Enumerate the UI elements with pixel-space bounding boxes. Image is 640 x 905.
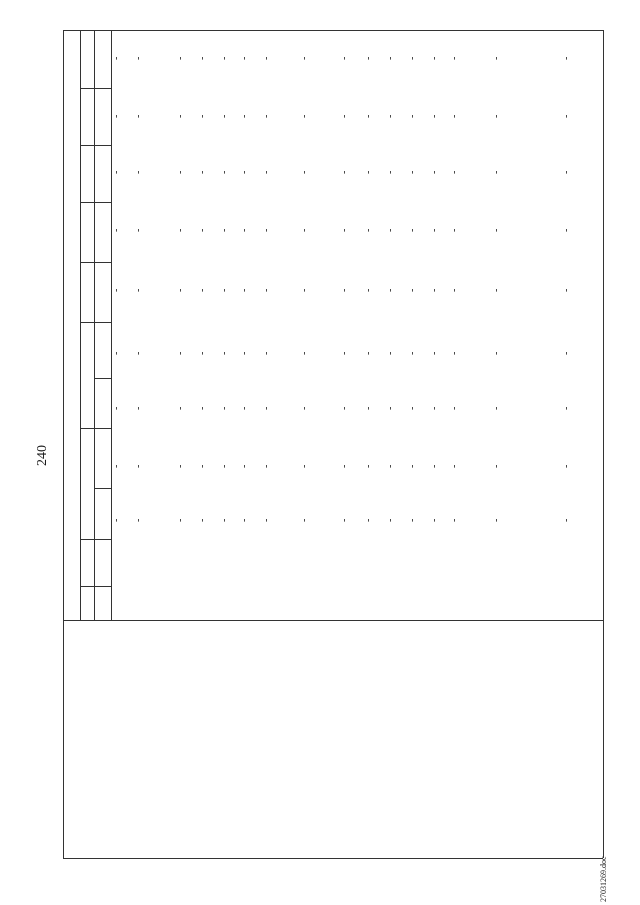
empty-dash: - xyxy=(239,351,250,355)
empty-dash: - xyxy=(261,406,272,410)
empty-dash: - xyxy=(339,170,350,174)
empty-dash: - xyxy=(261,464,272,468)
empty-dash: - xyxy=(449,406,460,410)
empty-dash: - xyxy=(111,170,122,174)
empty-dash: - xyxy=(429,114,440,118)
empty-dash: - xyxy=(239,228,250,232)
empty-dash: - xyxy=(385,288,396,292)
empty-dash: - xyxy=(239,464,250,468)
empty-dash: - xyxy=(299,114,310,118)
empty-dash: - xyxy=(219,351,230,355)
empty-dash: - xyxy=(339,114,350,118)
empty-dash: - xyxy=(133,228,144,232)
empty-dash: - xyxy=(111,464,122,468)
table-rule xyxy=(80,30,81,322)
empty-dash: - xyxy=(299,170,310,174)
empty-dash: - xyxy=(407,288,418,292)
empty-dash: - xyxy=(339,518,350,522)
empty-dash: - xyxy=(197,518,208,522)
empty-dash: - xyxy=(261,228,272,232)
empty-dash: - xyxy=(175,464,186,468)
empty-dash: - xyxy=(491,288,502,292)
empty-dash: - xyxy=(133,288,144,292)
empty-dash: - xyxy=(111,56,122,60)
empty-dash: - xyxy=(133,518,144,522)
empty-dash: - xyxy=(385,170,396,174)
empty-dash: - xyxy=(449,114,460,118)
empty-dash: - xyxy=(111,406,122,410)
empty-dash: - xyxy=(429,288,440,292)
table-rule xyxy=(63,30,64,858)
empty-dash: - xyxy=(491,518,502,522)
empty-dash: - xyxy=(219,406,230,410)
empty-dash: - xyxy=(111,351,122,355)
empty-dash: - xyxy=(561,406,572,410)
empty-dash: - xyxy=(219,464,230,468)
table-rule xyxy=(63,30,603,31)
empty-dash: - xyxy=(449,56,460,60)
empty-dash: - xyxy=(299,288,310,292)
empty-dash: - xyxy=(429,351,440,355)
empty-dash: - xyxy=(197,56,208,60)
empty-dash: - xyxy=(175,288,186,292)
empty-dash: - xyxy=(363,518,374,522)
empty-dash: - xyxy=(299,228,310,232)
empty-dash: - xyxy=(385,518,396,522)
empty-dash: - xyxy=(111,518,122,522)
empty-dash: - xyxy=(261,170,272,174)
empty-dash: - xyxy=(339,288,350,292)
empty-dash: - xyxy=(197,406,208,410)
table-rule xyxy=(80,262,111,263)
empty-dash: - xyxy=(491,464,502,468)
empty-dash: - xyxy=(197,351,208,355)
empty-dash: - xyxy=(491,114,502,118)
empty-dash: - xyxy=(407,518,418,522)
empty-dash: - xyxy=(133,56,144,60)
empty-dash: - xyxy=(299,464,310,468)
empty-dash: - xyxy=(429,518,440,522)
empty-dash: - xyxy=(261,114,272,118)
empty-dash: - xyxy=(299,56,310,60)
empty-dash: - xyxy=(429,228,440,232)
empty-dash: - xyxy=(239,114,250,118)
empty-dash: - xyxy=(133,351,144,355)
empty-dash: - xyxy=(261,56,272,60)
empty-dash: - xyxy=(429,406,440,410)
empty-dash: - xyxy=(385,228,396,232)
table-rule xyxy=(94,322,95,428)
empty-dash: - xyxy=(385,56,396,60)
empty-dash: - xyxy=(197,464,208,468)
empty-dash: - xyxy=(407,56,418,60)
page-number: 240 xyxy=(35,445,50,466)
empty-dash: - xyxy=(219,114,230,118)
empty-dash: - xyxy=(219,228,230,232)
empty-dash: - xyxy=(219,518,230,522)
empty-dash: - xyxy=(561,464,572,468)
empty-dash: - xyxy=(133,114,144,118)
table-rule xyxy=(80,202,111,203)
table-rule xyxy=(80,586,111,587)
empty-dash: - xyxy=(219,56,230,60)
empty-dash: - xyxy=(491,56,502,60)
empty-dash: - xyxy=(299,351,310,355)
empty-dash: - xyxy=(363,351,374,355)
empty-dash: - xyxy=(339,56,350,60)
empty-dash: - xyxy=(339,351,350,355)
empty-dash: - xyxy=(407,228,418,232)
empty-dash: - xyxy=(261,518,272,522)
empty-dash: - xyxy=(429,170,440,174)
empty-dash: - xyxy=(133,406,144,410)
table-rule xyxy=(111,30,112,620)
empty-dash: - xyxy=(429,464,440,468)
table-rule xyxy=(94,488,111,489)
empty-dash: - xyxy=(407,464,418,468)
empty-dash: - xyxy=(363,288,374,292)
table-rule xyxy=(80,88,111,89)
empty-dash: - xyxy=(175,406,186,410)
empty-dash: - xyxy=(363,114,374,118)
empty-dash: - xyxy=(197,288,208,292)
empty-dash: - xyxy=(239,288,250,292)
empty-dash: - xyxy=(219,170,230,174)
empty-dash: - xyxy=(219,288,230,292)
empty-dash: - xyxy=(561,114,572,118)
table-rule xyxy=(94,539,95,620)
empty-dash: - xyxy=(363,406,374,410)
empty-dash: - xyxy=(299,406,310,410)
empty-dash: - xyxy=(175,228,186,232)
empty-dash: - xyxy=(407,170,418,174)
empty-dash: - xyxy=(239,518,250,522)
table-rule xyxy=(80,322,111,323)
empty-dash: - xyxy=(197,114,208,118)
empty-dash: - xyxy=(175,114,186,118)
empty-dash: - xyxy=(261,288,272,292)
empty-dash: - xyxy=(491,351,502,355)
empty-dash: - xyxy=(449,228,460,232)
empty-dash: - xyxy=(561,288,572,292)
table-rule xyxy=(80,539,111,540)
empty-dash: - xyxy=(339,406,350,410)
table-rule xyxy=(80,428,111,429)
empty-dash: - xyxy=(561,351,572,355)
empty-dash: - xyxy=(175,351,186,355)
empty-dash: - xyxy=(561,170,572,174)
table-rule xyxy=(94,378,111,379)
empty-dash: - xyxy=(561,518,572,522)
empty-dash: - xyxy=(385,406,396,410)
empty-dash: - xyxy=(339,228,350,232)
empty-dash: - xyxy=(239,170,250,174)
empty-dash: - xyxy=(239,56,250,60)
table-rule xyxy=(63,620,603,621)
table-rule xyxy=(603,30,604,858)
empty-dash: - xyxy=(363,228,374,232)
table-rule xyxy=(63,858,603,859)
empty-dash: - xyxy=(561,228,572,232)
empty-dash: - xyxy=(449,351,460,355)
empty-dash: - xyxy=(239,406,250,410)
empty-dash: - xyxy=(491,170,502,174)
empty-dash: - xyxy=(449,288,460,292)
empty-dash: - xyxy=(491,406,502,410)
empty-dash: - xyxy=(385,464,396,468)
empty-dash: - xyxy=(429,56,440,60)
table-rule xyxy=(80,145,111,146)
empty-dash: - xyxy=(197,170,208,174)
empty-dash: - xyxy=(299,518,310,522)
empty-dash: - xyxy=(261,351,272,355)
empty-dash: - xyxy=(449,464,460,468)
empty-dash: - xyxy=(561,56,572,60)
empty-dash: - xyxy=(407,114,418,118)
empty-dash: - xyxy=(407,406,418,410)
empty-dash: - xyxy=(197,228,208,232)
empty-dash: - xyxy=(133,170,144,174)
empty-dash: - xyxy=(449,518,460,522)
empty-dash: - xyxy=(491,228,502,232)
empty-dash: - xyxy=(133,464,144,468)
empty-dash: - xyxy=(111,114,122,118)
empty-dash: - xyxy=(407,351,418,355)
empty-dash: - xyxy=(175,56,186,60)
empty-dash: - xyxy=(385,351,396,355)
empty-dash: - xyxy=(175,170,186,174)
empty-dash: - xyxy=(111,228,122,232)
empty-dash: - xyxy=(449,170,460,174)
empty-dash: - xyxy=(175,518,186,522)
table-rule xyxy=(94,428,95,539)
empty-dash: - xyxy=(339,464,350,468)
empty-dash: - xyxy=(363,170,374,174)
empty-dash: - xyxy=(363,464,374,468)
empty-dash: - xyxy=(111,288,122,292)
empty-dash: - xyxy=(363,56,374,60)
footer-doc-id: 27031269.doc xyxy=(599,856,608,902)
empty-dash: - xyxy=(385,114,396,118)
